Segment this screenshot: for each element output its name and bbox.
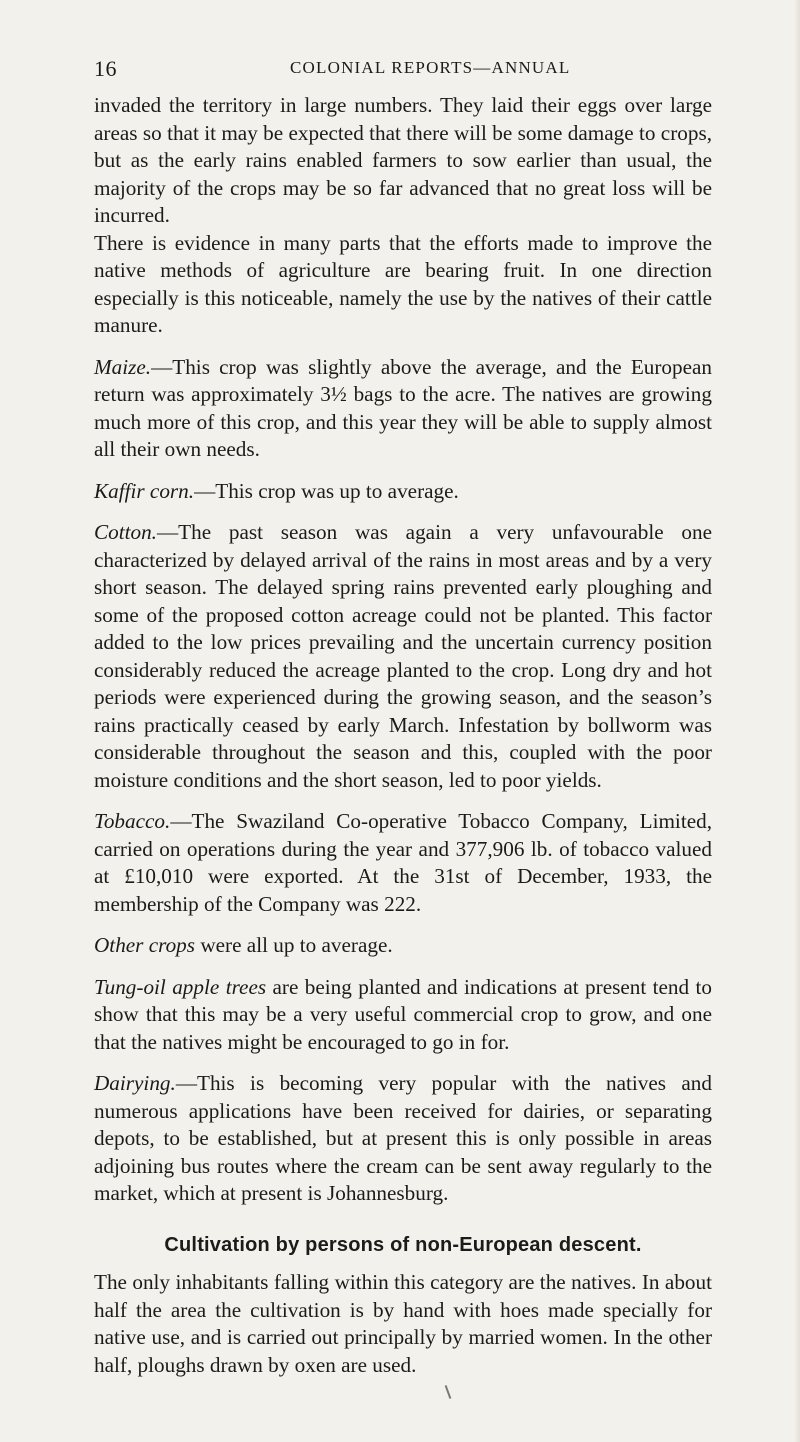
paragraph — [94, 1269, 712, 1379]
paragraph-text: The only inhabitants falling within this category are the natives. In about half the area the cultivation is by hand with hoes made specially for native use, and is carried out principally by married women. In the other half, ploughs drawn by oxen are used. — [94, 1270, 712, 1377]
paragraph — [94, 92, 712, 230]
paragraph-lead: Tung-oil apple trees — [94, 974, 267, 999]
paragraph-lead: Tobacco. — [94, 809, 171, 833]
paragraph-text: —This is becoming very popular with the natives and numerous applications have been received for dairies, or separating depots, to be established, but at present this is only possible in areas adjoining bus routes where the cream can be sent away regularly to the market, which at present is Johannesburg. — [94, 1071, 712, 1205]
paragraph — [94, 354, 712, 464]
page-number: 16 — [94, 56, 117, 81]
paragraph — [94, 519, 712, 794]
running-head: COLONIAL REPORTS—ANNUAL — [290, 58, 571, 77]
paragraph-lead: Dairying. — [94, 1071, 176, 1095]
paragraph-text: invaded the territory in large numbers. They laid their eggs over large areas so that it may be expected that there will be some damage to crops, but as the early rains enabled farmers to sow earlier than usual, the majority of the crops may be so far advanced that no great loss will be incurred. — [94, 93, 712, 227]
paragraph-lead: Kaffir corn. — [94, 478, 195, 503]
paragraph — [94, 478, 712, 506]
paragraph-text: —This crop was up to average. — [194, 478, 459, 503]
paragraph — [94, 1070, 712, 1208]
stray-mark — [445, 1385, 452, 1399]
paragraph — [94, 932, 712, 960]
paragraph — [94, 230, 712, 340]
paragraph-text: were all up to average. — [195, 933, 393, 957]
paragraph — [94, 974, 712, 1057]
page-edge-shadow — [794, 0, 800, 1442]
paragraph-lead: Maize. — [94, 354, 152, 379]
body-text — [94, 92, 712, 1379]
paragraph — [94, 808, 712, 918]
paragraph-text: are being planted and indications at present tend to show that this may be a very useful commercial crop to grow, and one that the natives might be encouraged to go in for. — [94, 974, 712, 1054]
paragraph-text: —The past season was again a very unfavourable one characterized by delayed arrival of the rains in most areas and by a very short season. The delayed spring rains prevented early ploughing and some of the proposed cotton acreage could not be planted. This factor added to the low prices prevailing and the uncertain currency position considerably reduced the acreage planted to the crop. Long dry and hot periods were experienced during the growing season, and the season’s rains practically ceased by early March. Infestation by bollworm was considerable throughout the season and this, coupled with the poor moisture conditions and the short season, led to poor yields. — [94, 520, 712, 792]
section-heading: Cultivation by persons of non-European descent. — [164, 1233, 642, 1256]
paragraph-text: There is evidence in many parts that the efforts made to improve the native methods of agriculture are bearing fruit. In one direction especially is this noticeable, namely the use by the natives of their cattle manure. — [94, 230, 712, 337]
page-header — [94, 56, 714, 84]
paragraph-text: —This crop was slightly above the average, and the European return was approximately 3½ bags to the acre. The natives are growing much more of this crop, and this year they will be able to supply almost all their own needs. — [94, 354, 712, 461]
paragraph-text: —The Swaziland Co-operative Tobacco Company, Limited, carried on operations during the year and 377,906 lb. of tobacco valued at £10,010 were exported. At the 31st of December, 1933, the membership of the Company was 222. — [94, 809, 712, 916]
paragraph-lead: Other crops — [94, 933, 196, 957]
paragraph-lead: Cotton. — [94, 520, 157, 544]
